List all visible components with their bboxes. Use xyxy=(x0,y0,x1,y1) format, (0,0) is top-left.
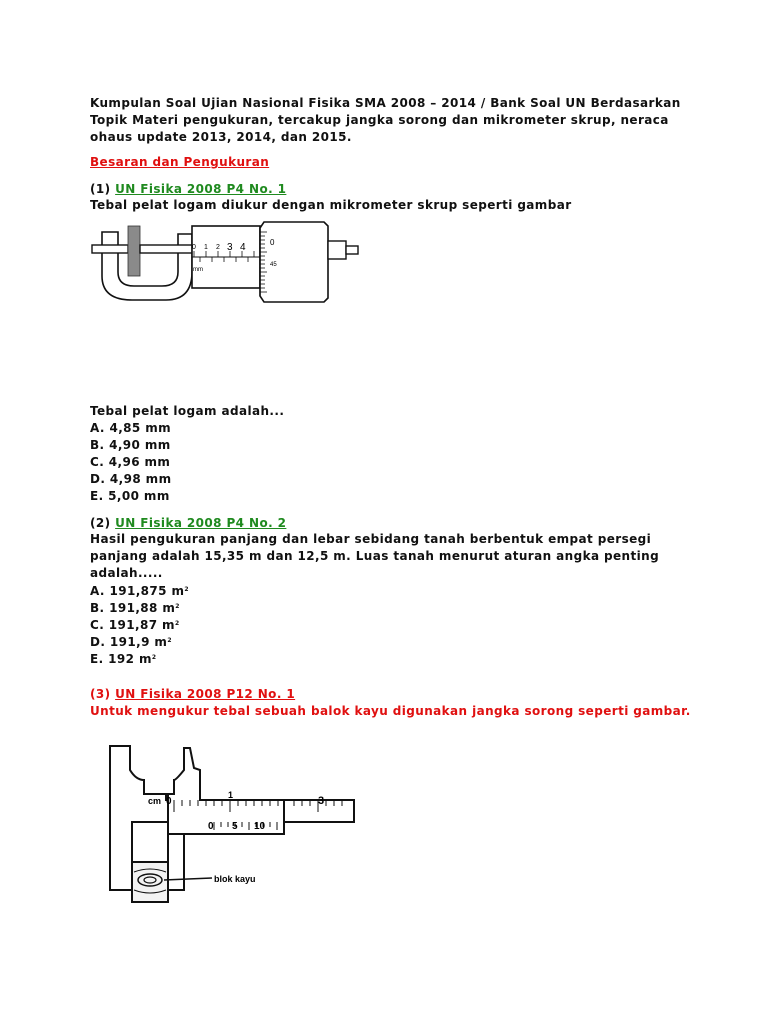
q2-option-b: B. 191,88 $m^2$ xyxy=(90,601,180,615)
intro-line-2: Topik Materi pengukuran, tercakup jangka sorong dan mikrometer skrup, neraca xyxy=(90,113,669,127)
caliper-lower-jaw xyxy=(168,834,184,890)
pelat-logam xyxy=(128,226,140,276)
caliper-sliding-jaw xyxy=(168,748,284,834)
vernier-label-10: 10 xyxy=(254,821,266,832)
q1-option-b: B. 4,90 mm xyxy=(90,438,171,452)
micrometer-figure xyxy=(92,214,372,314)
q2-header xyxy=(90,515,286,531)
q1-header xyxy=(90,181,286,197)
q3-header xyxy=(90,686,295,702)
q1-option-e: E. 5,00 mm xyxy=(90,489,170,503)
intro-line-1: Kumpulan Soal Ujian Nasional Fisika SMA 2008 – 2014 / Bank Soal UN Berdasarkan xyxy=(90,96,681,110)
caliper-figure xyxy=(104,740,364,910)
vernier-label-5: 5 xyxy=(232,821,238,832)
wood-block-label: blok kayu xyxy=(214,874,256,884)
micrometer-frame xyxy=(102,232,192,300)
q2-source-link[interactable]: UN Fisika 2008 P4 No. 2 xyxy=(115,516,287,530)
q1-option-c: C. 4,96 mm xyxy=(90,455,171,469)
sleeve-label-2: 2 xyxy=(216,244,220,251)
main-scale-label-3: 3 xyxy=(318,795,325,807)
q2-option-e: E. 192 $m^2$ xyxy=(90,652,157,666)
sleeve-label-3: 3 xyxy=(227,242,233,253)
q2-option-c: C. 191,87 $m^2$ xyxy=(90,618,180,632)
thimble-label-45: 45 xyxy=(270,262,277,268)
q3-number: (3) xyxy=(90,687,111,701)
q1-source-link[interactable]: UN Fisika 2008 P4 No. 1 xyxy=(115,182,287,196)
sleeve-unit-label: mm xyxy=(193,267,203,273)
main-scale-label-1: 1 xyxy=(228,790,234,800)
q2-number: (2) xyxy=(90,516,111,530)
q1-number: (1) xyxy=(90,182,111,196)
q2-prompt-line-1: Hasil pengukuran panjang dan lebar sebidang tanah berbentuk empat persegi xyxy=(90,532,652,546)
main-scale-label-0: 0 xyxy=(166,796,172,807)
sleeve-label-4: 4 xyxy=(240,242,246,253)
vernier-label-0: 0 xyxy=(208,821,214,832)
q2-option-d: D. 191,9 $m^2$ xyxy=(90,635,172,649)
q2-option-a: A. 191,875 $m^2$ xyxy=(90,584,189,598)
section-title: Besaran dan Pengukuran xyxy=(90,155,270,169)
thimble-label-0: 0 xyxy=(270,238,275,247)
q2-prompt-line-2: panjang adalah 15,35 m dan 12,5 m. Luas tanah menurut aturan angka penting xyxy=(90,549,660,563)
micrometer-ratchet-knob xyxy=(346,246,358,254)
sleeve-label-1: 1 xyxy=(204,244,208,251)
q3-prompt: Untuk mengukur tebal sebuah balok kayu digunakan jangka sorong seperti gambar. xyxy=(90,704,691,718)
q1-option-d: D. 4,98 mm xyxy=(90,472,172,486)
q1-option-a: A. 4,85 mm xyxy=(90,421,172,435)
wood-block xyxy=(132,862,168,902)
q1-prompt: Tebal pelat logam diukur dengan mikrometer skrup seperti gambar xyxy=(90,198,572,212)
q3-source-link[interactable]: UN Fisika 2008 P12 No. 1 xyxy=(115,687,296,701)
main-scale-unit: cm xyxy=(148,796,162,806)
micrometer-spindle xyxy=(140,245,192,253)
micrometer-ratchet xyxy=(328,241,346,259)
q1-question: Tebal pelat logam adalah... xyxy=(90,404,285,418)
intro-line-3: ohaus update 2013, 2014, dan 2015. xyxy=(90,130,352,144)
q2-prompt-line-3: adalah..... xyxy=(90,566,163,580)
sleeve-label-0: 0 xyxy=(192,244,196,251)
micrometer-anvil xyxy=(92,245,128,253)
